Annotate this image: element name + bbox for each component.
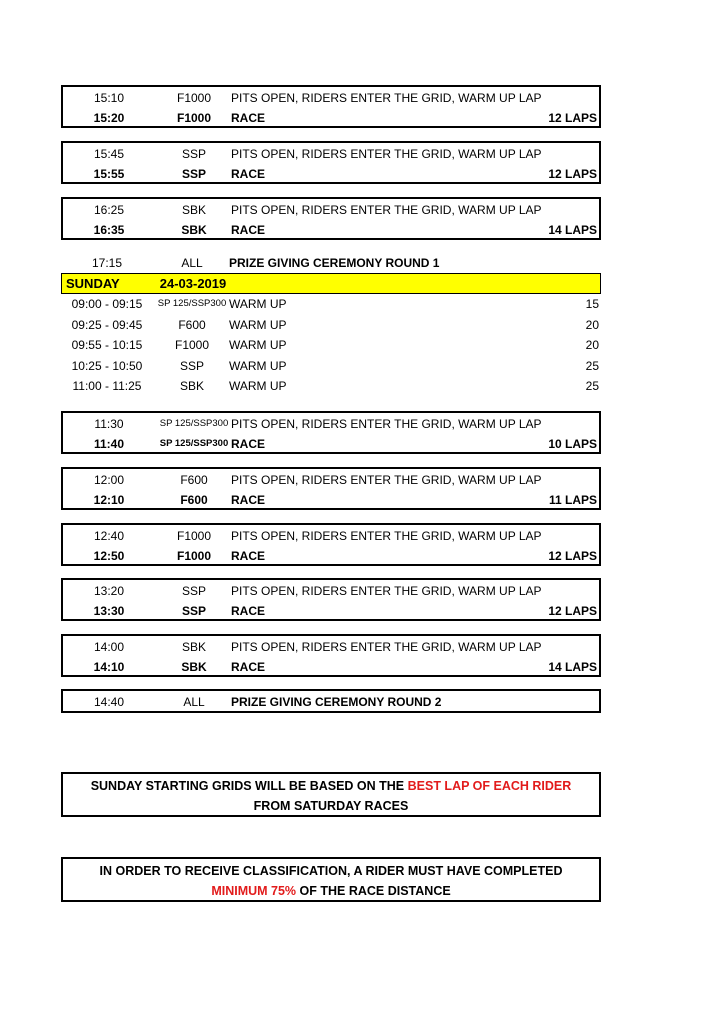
warmup-row: 11:30 SP 125/SSP300 PITS OPEN, RIDERS ENTER THE GRID, WARM UP LAP: [94, 417, 542, 431]
warmup-row: 15:10 F1000 PITS OPEN, RIDERS ENTER THE GRID, WARM UP LAP: [93, 91, 542, 105]
session-block-sbk-sat: [61, 197, 601, 240]
race-row: 16:35 SBK RACE 14 LAPS: [93, 223, 597, 237]
race-row: 12:50 F1000 RACE 12 LAPS: [93, 549, 597, 563]
race-row: 15:20 F1000 RACE 12 LAPS: [93, 111, 597, 125]
classification-note: IN ORDER TO RECEIVE CLASSIFICATION, A RIDER MUST HAVE COMPLETED MINIMUM 75% OF THE RACE DISTANCE: [61, 857, 601, 902]
session-block-ssp-sat: [61, 141, 601, 184]
session-block-f1000-sun: [61, 523, 601, 566]
session-block-ssp-sun: [61, 578, 601, 621]
session-block-sp125-sun: [61, 411, 601, 454]
day-header-sunday: SUNDAY 24-03-2019: [61, 273, 601, 294]
starting-grid-note: SUNDAY STARTING GRIDS WILL BE BASED ON THE BEST LAP OF EACH RIDER FROM SATURDAY RACES: [61, 772, 601, 817]
race-row: 11:40 SP 125/SSP300 RACE 10 LAPS: [93, 437, 597, 451]
race-row: 12:10 F600 RACE 11 LAPS: [93, 493, 597, 507]
warmup-row: 13:20 SSP PITS OPEN, RIDERS ENTER THE GRID, WARM UP LAP: [93, 584, 542, 598]
session-block-f600-sun: [61, 467, 601, 510]
warmup-row: 09:25 - 09:45 F600 WARM UP 20: [71, 318, 599, 332]
warmup-row: 15:45 SSP PITS OPEN, RIDERS ENTER THE GRID, WARM UP LAP: [93, 147, 542, 161]
warmup-row: 10:25 - 10:50 SSP WARM UP 25: [71, 359, 599, 373]
warmup-row: 12:40 F1000 PITS OPEN, RIDERS ENTER THE GRID, WARM UP LAP: [93, 529, 542, 543]
race-row: 15:55 SSP RACE 12 LAPS: [93, 167, 597, 181]
warmup-row: 16:25 SBK PITS OPEN, RIDERS ENTER THE GRID, WARM UP LAP: [93, 203, 542, 217]
warmup-row: 09:00 - 09:15 SP 125/SSP300 WARM UP 15: [71, 297, 599, 311]
warmup-row: 12:00 F600 PITS OPEN, RIDERS ENTER THE GRID, WARM UP LAP: [93, 473, 542, 487]
warmup-row: 14:00 SBK PITS OPEN, RIDERS ENTER THE GRID, WARM UP LAP: [93, 640, 542, 654]
session-block-sbk-sun: [61, 634, 601, 677]
race-row: 14:10 SBK RACE 14 LAPS: [93, 660, 597, 674]
session-block-f1000-sat: [61, 85, 601, 128]
warmup-row: 11:00 - 11:25 SBK WARM UP 25: [72, 379, 599, 393]
race-row: 13:30 SSP RACE 12 LAPS: [93, 604, 597, 618]
prize-ceremony-round-2: 14:40 ALL PRIZE GIVING CEREMONY ROUND 2: [61, 689, 601, 713]
warmup-row: 09:55 - 10:15 F1000 WARM UP 20: [71, 338, 599, 352]
prize-ceremony-round-1: 17:15 ALL PRIZE GIVING CEREMONY ROUND 1: [91, 256, 440, 270]
